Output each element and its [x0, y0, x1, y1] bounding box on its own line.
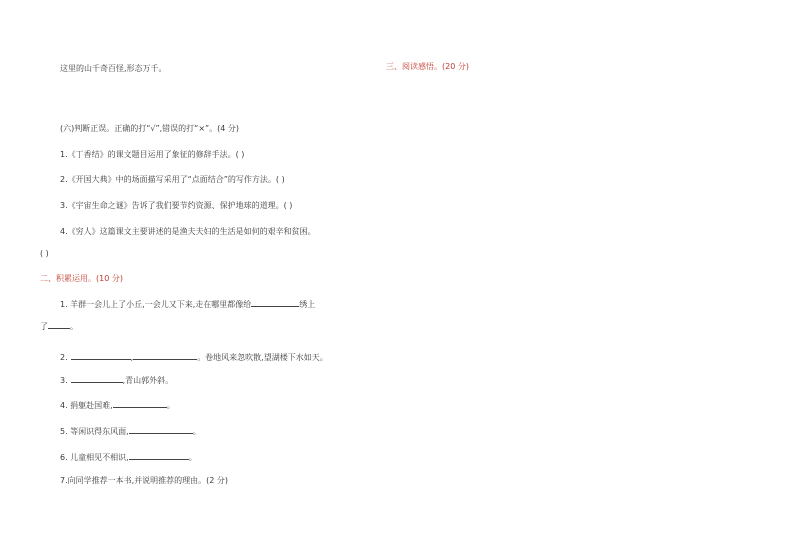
fill-question-6 [60, 451, 197, 463]
fill-question-5 [60, 425, 201, 437]
q1-text-b: 绣上 [299, 300, 316, 309]
judge-item-4: 4.《穷人》这篇课文主要讲述的是渔夫夫妇的生活是如何的艰辛和贫困。 [60, 227, 316, 236]
section6-heading: (六)判断正误。正确的打“√”,错误的打“×”。(4 分) [60, 124, 240, 133]
recommend-question-7: 7.向同学推荐一本书,并说明推荐的理由。(2 分) [60, 476, 229, 485]
q5-blank[interactable] [129, 425, 193, 434]
q6-blank[interactable] [129, 451, 189, 460]
fill-question-3 [60, 374, 173, 386]
q4-text: 4. 捐躯赴国难, [60, 401, 113, 410]
q3-num: 3. [60, 376, 68, 385]
q2-blank-2[interactable] [130, 351, 197, 362]
q4-end: 。 [166, 401, 175, 410]
fill-question-1-cont [40, 320, 78, 332]
judge-item-1: 1.《丁香结》的课文题目运用了象征的修辞手法。( ) [60, 150, 245, 159]
q6-text: 6. 儿童相见不相识, [60, 453, 129, 462]
section2-heading: 二、积累运用。(10 分) [40, 274, 123, 283]
q1-blank-1[interactable] [251, 298, 299, 307]
q2-blank-1[interactable] [71, 351, 131, 360]
section3-heading: 三、阅读感悟。(20 分) [386, 62, 469, 71]
judge-item-2: 2.《开国大典》中的场面描写采用了“点面结合”的写作方法。( ) [60, 175, 285, 184]
q1-blank-2[interactable] [48, 320, 70, 329]
fill-question-4 [60, 399, 175, 411]
q1-end: 。 [70, 322, 78, 331]
q4-blank[interactable] [113, 399, 167, 408]
q1-text-a: 1. 羊群一会儿上了小丘,一会儿又下来,走在哪里都像给 [60, 300, 252, 309]
q5-text: 5. 等闲识得东风面, [60, 427, 129, 436]
q2-text: 。卷地风来忽吹散,望湖楼下水如天。 [197, 353, 328, 362]
judge-item-4-bracket: ( ) [40, 249, 49, 258]
q1-text-c: 了 [40, 322, 48, 331]
fill-question-2 [60, 351, 328, 363]
judge-item-3: 3.《宇宙生命之谜》告诉了我们要节约资源、保护地球的道理。( ) [60, 201, 293, 210]
q6-end: 。 [188, 453, 197, 462]
q3-blank[interactable] [71, 374, 123, 383]
q2-sep: , [130, 353, 134, 362]
q2-num: 2. [60, 353, 68, 362]
fill-question-1 [60, 298, 315, 310]
q3-text: ,青山郭外斜。 [122, 376, 174, 385]
intro-line: 这里的山千奇百怪,形态万千。 [60, 64, 167, 73]
q5-end: 。 [192, 427, 201, 436]
